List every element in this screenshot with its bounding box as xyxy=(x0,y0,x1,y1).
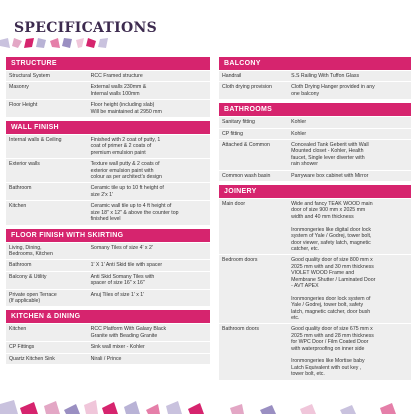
spec-label: Structural System xyxy=(9,73,50,79)
spec-value: Anuj Tiles of size 1' x 1' xyxy=(90,291,145,298)
table-row xyxy=(6,200,210,224)
table-row xyxy=(6,341,210,352)
spec-value: Parryware box cabinet with Mirror xyxy=(291,172,369,179)
spec-label: Kitchen xyxy=(9,203,27,210)
spec-value: Cloth Drying Hanger provided in any one balcony xyxy=(291,84,375,97)
spec-value: Good quality door of size 800 mm x 2025 mm with and 30 mm thickness VIOLET WOOD Frame and Membrane Shutter / Laminated Door - AVT APEX Ironmongeries door lock system of Yale / Godrej, tower bolt, safety latch, magnetic catcher, door bush etc. xyxy=(291,257,376,321)
section-floor-finish xyxy=(6,229,210,307)
spec-label: Common wash basin xyxy=(222,172,271,179)
spec-value: Anti Skid Somany Tiles with spacer of size 16" x 16" xyxy=(90,273,155,287)
spec-label: Living, Dining, Bedrooms, Kitchen xyxy=(9,244,53,257)
spec-value: Floor height (including slab) Will be maintained at 2950 mm xyxy=(90,102,162,115)
decorative-pattern-bottom xyxy=(0,398,414,414)
spec-label: Handrail xyxy=(222,73,242,79)
section-wall-finish xyxy=(6,121,210,224)
spec-label: Masonry xyxy=(9,84,29,91)
decorative-pattern-top xyxy=(0,38,130,48)
table-row xyxy=(219,170,411,181)
spec-label: CP Fittings xyxy=(9,344,35,351)
spec-label: Internal walls & Ceiling xyxy=(9,137,62,144)
spec-value: Somany Tiles of size 4' x 2' xyxy=(90,244,153,251)
table-row xyxy=(6,323,210,341)
spec-value: Ceramic tile up to 10 ft height of size 2'x 1' xyxy=(90,185,164,198)
spec-label: Main door xyxy=(222,201,246,208)
spec-value: Ceramic wall tile up to 4 ft height of size 18" x 12" & above the counter top finished level xyxy=(90,203,179,223)
table-row xyxy=(219,128,411,139)
spec-value: Sink wall mixer - Kohler xyxy=(90,344,145,351)
spec-value: Concealed Tank Geberit with Wall Mounted closet - Kohler, Health faucet, Single lever diverter with rain shower xyxy=(291,142,369,168)
table-row xyxy=(6,182,210,200)
section-bathrooms xyxy=(219,103,411,181)
section-structure xyxy=(6,57,210,117)
spec-value: Texture wall putty & 2 coats of exterior emulsion paint with colour as per architect's design xyxy=(90,161,162,181)
spec-value: Nirali / Prince xyxy=(90,355,122,362)
spec-label: Bathroom doors xyxy=(222,326,259,333)
table-row xyxy=(219,81,411,99)
section-heading: WALL FINISH xyxy=(6,121,210,134)
table-row xyxy=(6,353,210,364)
section-joinery xyxy=(219,185,411,380)
spec-value: External walls 230mm & Internal walls 100mm xyxy=(90,84,147,97)
table-row xyxy=(6,242,210,260)
page-title: SPECIFICATIONS xyxy=(14,20,157,36)
table-row xyxy=(219,139,411,170)
spec-label: Floor Height xyxy=(9,102,38,109)
table-row xyxy=(219,254,411,323)
spec-value: RCC Platform With Galaxy Black Granite with Beading Granite xyxy=(90,326,167,339)
section-heading: STRUCTURE xyxy=(6,57,210,70)
right-column xyxy=(219,57,411,384)
section-balcony xyxy=(219,57,411,99)
spec-label: Balcony & Utility xyxy=(9,273,47,280)
spec-label: Exterior walls xyxy=(9,161,40,168)
spec-label: Bathroom xyxy=(9,262,32,269)
spec-value: Finished with 2 coat of putty, 1 coat of primer & 2 coats of premium emulsion paint xyxy=(90,137,161,156)
table-row xyxy=(219,70,411,81)
spec-value: RCC Framed structure xyxy=(90,73,143,79)
table-row xyxy=(6,158,210,182)
spec-label: Sanitary fitting xyxy=(222,119,255,126)
spec-value: 1' X 1' Anti Skid tile with spacer xyxy=(90,262,163,269)
spec-label: Bathroom xyxy=(9,185,32,192)
spec-value: Good quality door of size 675 mm x 2025 mm with and 28 mm thickness for WPC Door / Film Coated Door with waterproofing on inner side Ironmongeries like Mortise baby Latch Equivalent with out key , tower bolt, etc. xyxy=(291,326,374,378)
table-row xyxy=(6,271,210,289)
table-row xyxy=(6,81,210,99)
section-heading: KITCHEN & DINING xyxy=(6,310,210,323)
section-heading: FLOOR FINISH WITH SKIRTING xyxy=(6,229,210,242)
spec-label: Quartz Kitchen Sink xyxy=(9,355,55,362)
table-row xyxy=(6,289,210,307)
spec-value: Kohler xyxy=(291,119,307,126)
table-row xyxy=(219,198,411,254)
spec-label: Private open Terrace (If applicable) xyxy=(9,291,57,304)
left-column xyxy=(6,57,210,368)
table-row xyxy=(219,323,411,379)
section-kitchen-dining xyxy=(6,310,210,364)
spec-value: Kohler xyxy=(291,130,307,137)
table-row xyxy=(6,259,210,270)
spec-label: Attached & Common xyxy=(222,142,270,149)
spec-label: CP fitting xyxy=(222,130,243,137)
spec-label: Kitchen xyxy=(9,326,27,333)
table-row xyxy=(219,116,411,127)
table-row xyxy=(6,70,210,81)
section-heading: JOINERY xyxy=(219,185,411,198)
spec-label: Cloth drying provision xyxy=(222,84,272,91)
table-row xyxy=(6,99,210,117)
spec-value: S.S Railing With Tuffon Glass xyxy=(291,73,360,79)
section-heading: BALCONY xyxy=(219,57,411,70)
spec-label: Bedroom doors xyxy=(222,257,258,264)
section-heading: BATHROOMS xyxy=(219,103,411,116)
spec-value: Wide and fancy TEAK WOOD main door of size 900 mm x 2025 mm width and 40 mm thickness Ironmongeries like digital door lock system of Yale / Godrej, tower bolt, door viewer, safety latch, magnetic catcher, etc. xyxy=(291,201,373,252)
table-row xyxy=(6,134,210,158)
